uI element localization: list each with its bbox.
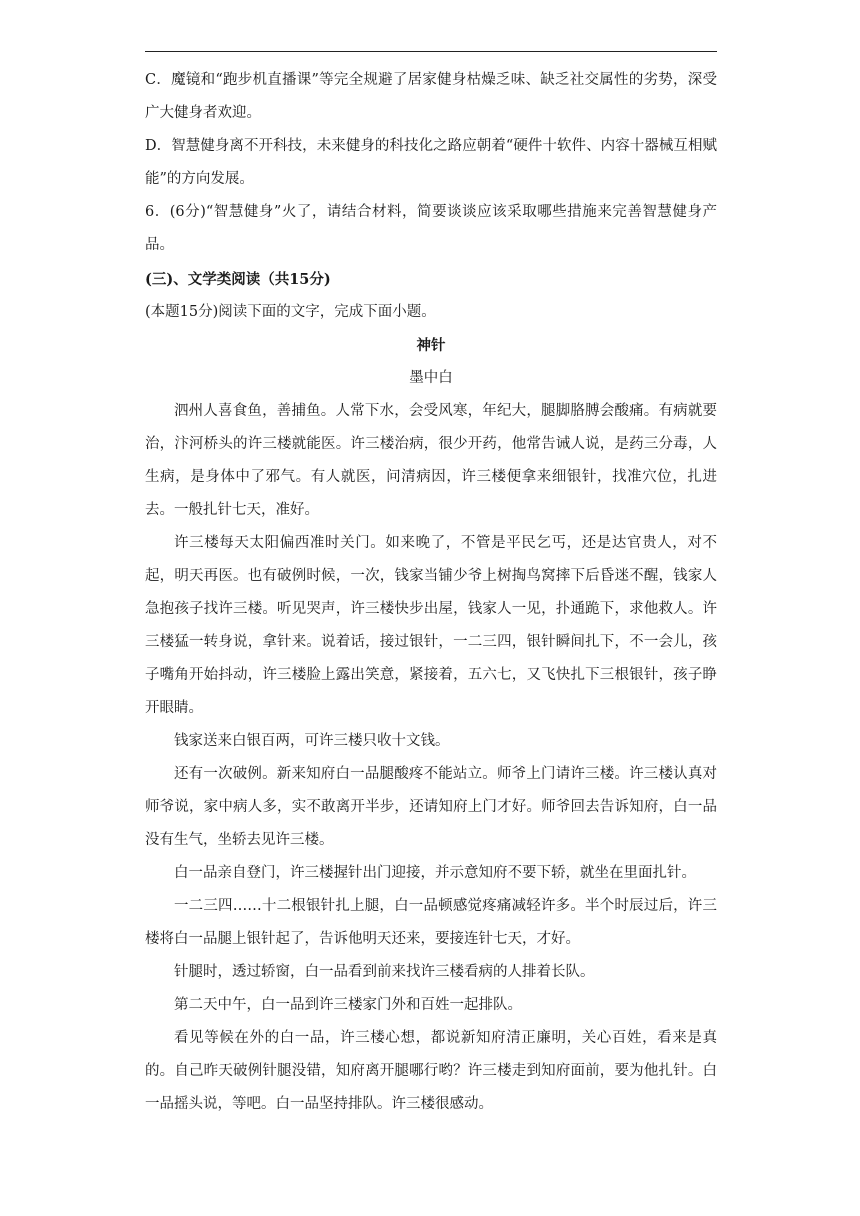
story-paragraph: 一二三四……十二根银针扎上腿，白一品顿感觉疼痛减轻许多。半个时辰过后，许三楼将白一品腿上银针起了，告诉他明天还来，要接连针七天，才好。 bbox=[145, 898, 717, 947]
section-heading: (三)、文学类阅读（共15分) bbox=[145, 271, 331, 288]
story-paragraph: 白一品亲自登门，许三楼握针出门迎接，并示意知府不要下轿，就坐在里面扎针。 bbox=[174, 865, 696, 881]
story-paragraph: 钱家送来白银百两，可许三楼只收十文钱。 bbox=[174, 733, 450, 749]
question-6: 6．(6分)“智慧健身”火了，请结合材料，简要谈谈应该采取哪些措施来完善智慧健身产品。 bbox=[145, 204, 717, 253]
story-paragraph: 泗州人喜食鱼，善捕鱼。人常下水，会受风寒，年纪大，腿脚胳膊会酸痛。有病就要治，汴河桥头的许三楼就能医。许三楼治病，很少开药，他常告诫人说，是药三分毒，人生病，是身体中了邪气。有人就医，问清病因，许三楼便拿来细银针，找准穴位，扎进去。一般扎针七天，准好。 bbox=[145, 403, 717, 518]
story-paragraph: 第二天中午，白一品到许三楼家门外和百姓一起排队。 bbox=[174, 997, 522, 1013]
section-instruction: (本题15分)阅读下面的文字，完成下面小题。 bbox=[145, 304, 436, 320]
story-paragraph: 还有一次破例。新来知府白一品腿酸疼不能站立。师爷上门请许三楼。许三楼认真对师爷说，家中病人多，实不敢离开半步，还请知府上门才好。师爷回去告诉知府，白一品没有生气，坐轿去见许三楼。 bbox=[145, 766, 717, 848]
header-rule bbox=[145, 51, 717, 52]
option-c: C．魔镜和“跑步机直播课”等完全规避了居家健身枯燥乏味、缺乏社交属性的劣势，深受广大健身者欢迎。 bbox=[145, 72, 717, 121]
story-paragraph: 许三楼每天太阳偏西准时关门。如来晚了，不管是平民乞丐，还是达官贵人，对不起，明天再医。也有破例时候，一次，钱家当铺少爷上树掏鸟窝摔下后昏迷不醒，钱家人急抱孩子找许三楼。听见哭声，许三楼快步出屋，钱家人一见，扑通跪下，求他救人。许三楼猛一转身说，拿针来。说着话，接过银针，一二三四，银针瞬间扎下，不一会儿，孩子嘴角开始抖动，许三楼脸上露出笑意，紧接着，五六七，又飞快扎下三根银针，孩子睁开眼睛。 bbox=[145, 535, 717, 716]
document-body bbox=[145, 64, 717, 1121]
story-paragraph: 针腿时，透过轿窗，白一品看到前来找许三楼看病的人排着长队。 bbox=[174, 964, 595, 980]
story-title: 神针 bbox=[416, 337, 446, 354]
option-d: D．智慧健身离不开科技，未来健身的科技化之路应朝着“硬件十软件、内容十器械互相赋能”的方向发展。 bbox=[145, 138, 717, 187]
story-paragraph: 看见等候在外的白一品，许三楼心想，都说新知府清正廉明，关心百姓，看来是真的。自己昨天破例针腿没错，知府离开腿哪行哟？许三楼走到知府面前，要为他扎针。白一品摇头说，等吧。白一品坚持排队。许三楼很感动。 bbox=[145, 1030, 717, 1112]
story-author: 墨中白 bbox=[409, 370, 453, 386]
